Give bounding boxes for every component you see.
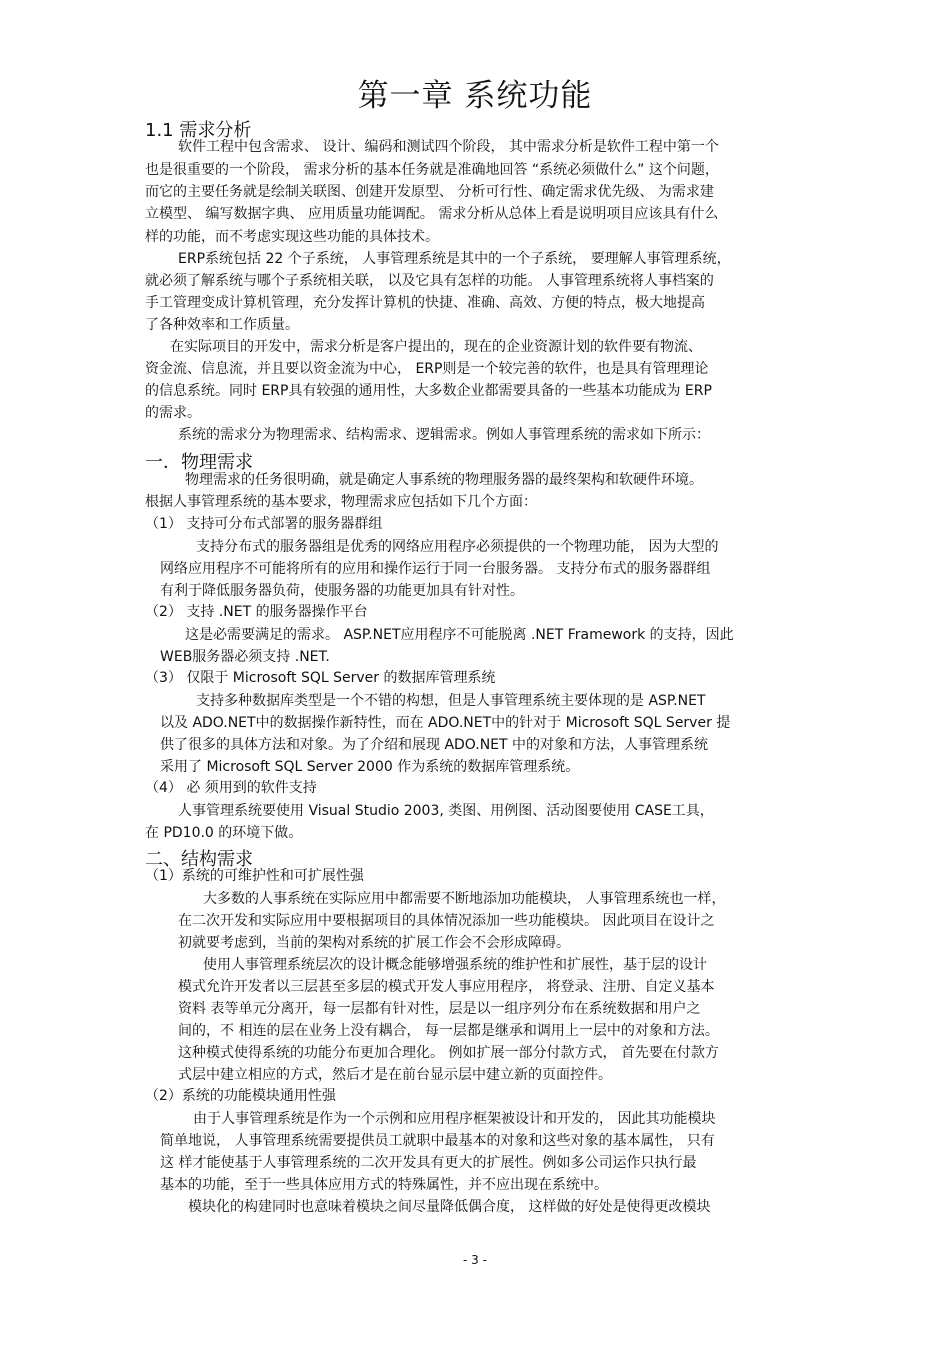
text-line: 资料 表等单元分离开，每一层都有针对性，层是以一组序列分布在系统数据和用户之 — [178, 1001, 701, 1017]
text-line: 大多数的人事系统在实际应用中都需要不断地添加功能模块， 人事管理系统也一样， — [203, 891, 726, 907]
text-line: 这 样才能使基于人事管理系统的二次开发具有更大的扩展性。例如多公司运作只执行最 — [160, 1155, 697, 1171]
text-line: 简单地说， 人事管理系统需要提供员工就职中最基本的对象和这些对象的基本属性， 只有 — [160, 1133, 715, 1149]
text-line: （2） 支持 .NET 的服务器操作平台 — [145, 604, 368, 620]
text-line: 在实际项目的开发中，需求分析是客户提出的，现在的企业资源计划的软件要有物流、 — [170, 339, 702, 355]
text-line: 立模型、 编写数据字典、 应用质量功能调配。 需求分析从总体上看是说明项目应该具有什么 — [145, 206, 719, 222]
text-line: 采用了 Microsoft SQL Server 2000 作为系统的数据库管理系统。 — [160, 759, 580, 775]
text-line: 物理需求的任务很明确，就是确定人事系统的物理服务器的最终架构和软硬件环境。 — [185, 472, 703, 488]
text-line: 就必须了解系统与哪个子系统相关联， 以及它具有怎样的功能。 人事管理系统将人事档案的 — [145, 273, 714, 289]
page-number: - 3 - — [463, 1253, 487, 1267]
text-line: 人事管理系统要使用 Visual Studio 2003, 类图、用例图、活动图要使用 CASE工具， — [178, 803, 714, 819]
text-line: 而它的主要任务就是绘制关联图、创建开发原型、 分析可行性、确定需求优先级、 为需求建 — [145, 184, 714, 200]
text-line: 的信息系统。同时 ERP具有较强的通用性，大多数企业都需要具备的一些基本功能成为 ERP — [145, 383, 712, 399]
text-line: 供了很多的具体方法和对象。为了介绍和展现 ADO.NET 中的对象和方法，人事管理系统 — [160, 737, 709, 753]
chapter-title: 第一章 系统功能 — [357, 78, 593, 114]
text-line: （1） 支持可分布式部署的服务器群组 — [145, 516, 383, 532]
text-line: 也是很重要的一个阶段， 需求分析的基本任务就是准确地回答 “系统必须做什么” 这个问题， — [145, 162, 719, 178]
text-line: 的需求。 — [145, 405, 201, 421]
text-line: （4） 必 须用到的软件支持 — [145, 780, 317, 796]
text-line: （1）系统的可维护性和可扩展性强 — [145, 868, 364, 884]
section-heading: 1.1 需求分析 — [145, 120, 252, 141]
text-line: 间的，不 相连的层在业务上没有耦合， 每一层都是继承和调用上一层中的对象和方法。 — [178, 1023, 719, 1039]
text-line: 支持多种数据库类型是一个不错的构想，但是人事管理系统主要体现的是 ASP.NET — [196, 693, 706, 709]
text-line: 这是必需要满足的需求。 ASP.NET应用程序不可能脱离 .NET Framework 的支持，因此 — [185, 627, 734, 643]
text-line: 在 PD10.0 的环境下做。 — [145, 825, 303, 841]
text-line: 初就要考虑到，当前的架构对系统的扩展工作会不会形成障碍。 — [178, 935, 570, 951]
text-line: 有利于降低服务器负荷，使服务器的功能更加具有针对性。 — [160, 583, 524, 599]
text-line: 由于人事管理系统是作为一个示例和应用程序框架被设计和开发的， 因此其功能模块 — [193, 1111, 716, 1127]
text-line: （2）系统的功能模块通用性强 — [145, 1088, 336, 1104]
section-heading: 一．物理需求 — [145, 452, 253, 473]
text-line: 了各种效率和工作质量。 — [145, 317, 299, 333]
text-line: 基本的功能，至于一些具体应用方式的特殊属性，并不应出现在系统中。 — [160, 1177, 608, 1193]
text-line: 系统的需求分为物理需求、结构需求、逻辑需求。例如人事管理系统的需求如下所示： — [178, 427, 710, 443]
text-line: 模式允许开发者以三层甚至多层的模式开发人事应用程序， 将登录、注册、自定义基本 — [178, 979, 715, 995]
text-line: 资金流、信息流，并且要以资金流为中心， ERP则是一个较完善的软件，也是具有管理理论 — [145, 361, 709, 377]
text-line: 以及 ADO.NET中的数据操作新特性，而在 ADO.NET中的针对于 Microsoft SQL Server 提 — [160, 715, 731, 731]
text-line: WEB服务器必须支持 .NET. — [160, 649, 330, 665]
text-line: 样的功能，而不考虑实现这些功能的具体技术。 — [145, 229, 439, 245]
text-line: 手工管理变成计算机管理，充分发挥计算机的快捷、准确、高效、方便的特点，极大地提高 — [145, 295, 705, 311]
text-line: 网络应用程序不可能将所有的应用和操作运行于同一台服务器。 支持分布式的服务器群组 — [160, 561, 711, 577]
text-line: 软件工程中包含需求、 设计、编码和测试四个阶段， 其中需求分析是软件工程中第一个 — [178, 139, 719, 155]
text-line: 支持分布式的服务器组是优秀的网络应用程序必须提供的一个物理功能， 因为大型的 — [196, 539, 719, 555]
text-line: （3） 仅限于 Microsoft SQL Server 的数据库管理系统 — [145, 670, 496, 686]
text-line: 模块化的构建同时也意味着模块之间尽量降低偶合度， 这样做的好处是使得更改模块 — [188, 1199, 711, 1215]
text-line: 在二次开发和实际应用中要根据项目的具体情况添加一些功能模块。 因此项目在设计之 — [178, 913, 715, 929]
text-line: 根据人事管理系统的基本要求，物理需求应包括如下几个方面： — [145, 494, 537, 510]
section-heading: 二、结构需求 — [145, 849, 253, 870]
text-line: 使用人事管理系统层次的设计概念能够增强系统的维护性和扩展性，基于层的设计 — [203, 957, 707, 973]
text-line: 这种模式使得系统的功能分布更加合理化。 例如扩展一部分付款方式， 首先要在付款方 — [178, 1045, 719, 1061]
text-line: ERP系统包括 22 个子系统， 人事管理系统是其中的一个子系统， 要理解人事管理系统， — [178, 251, 731, 267]
text-line: 式层中建立相应的方式，然后才是在前台显示层中建立新的页面控件。 — [178, 1067, 612, 1083]
